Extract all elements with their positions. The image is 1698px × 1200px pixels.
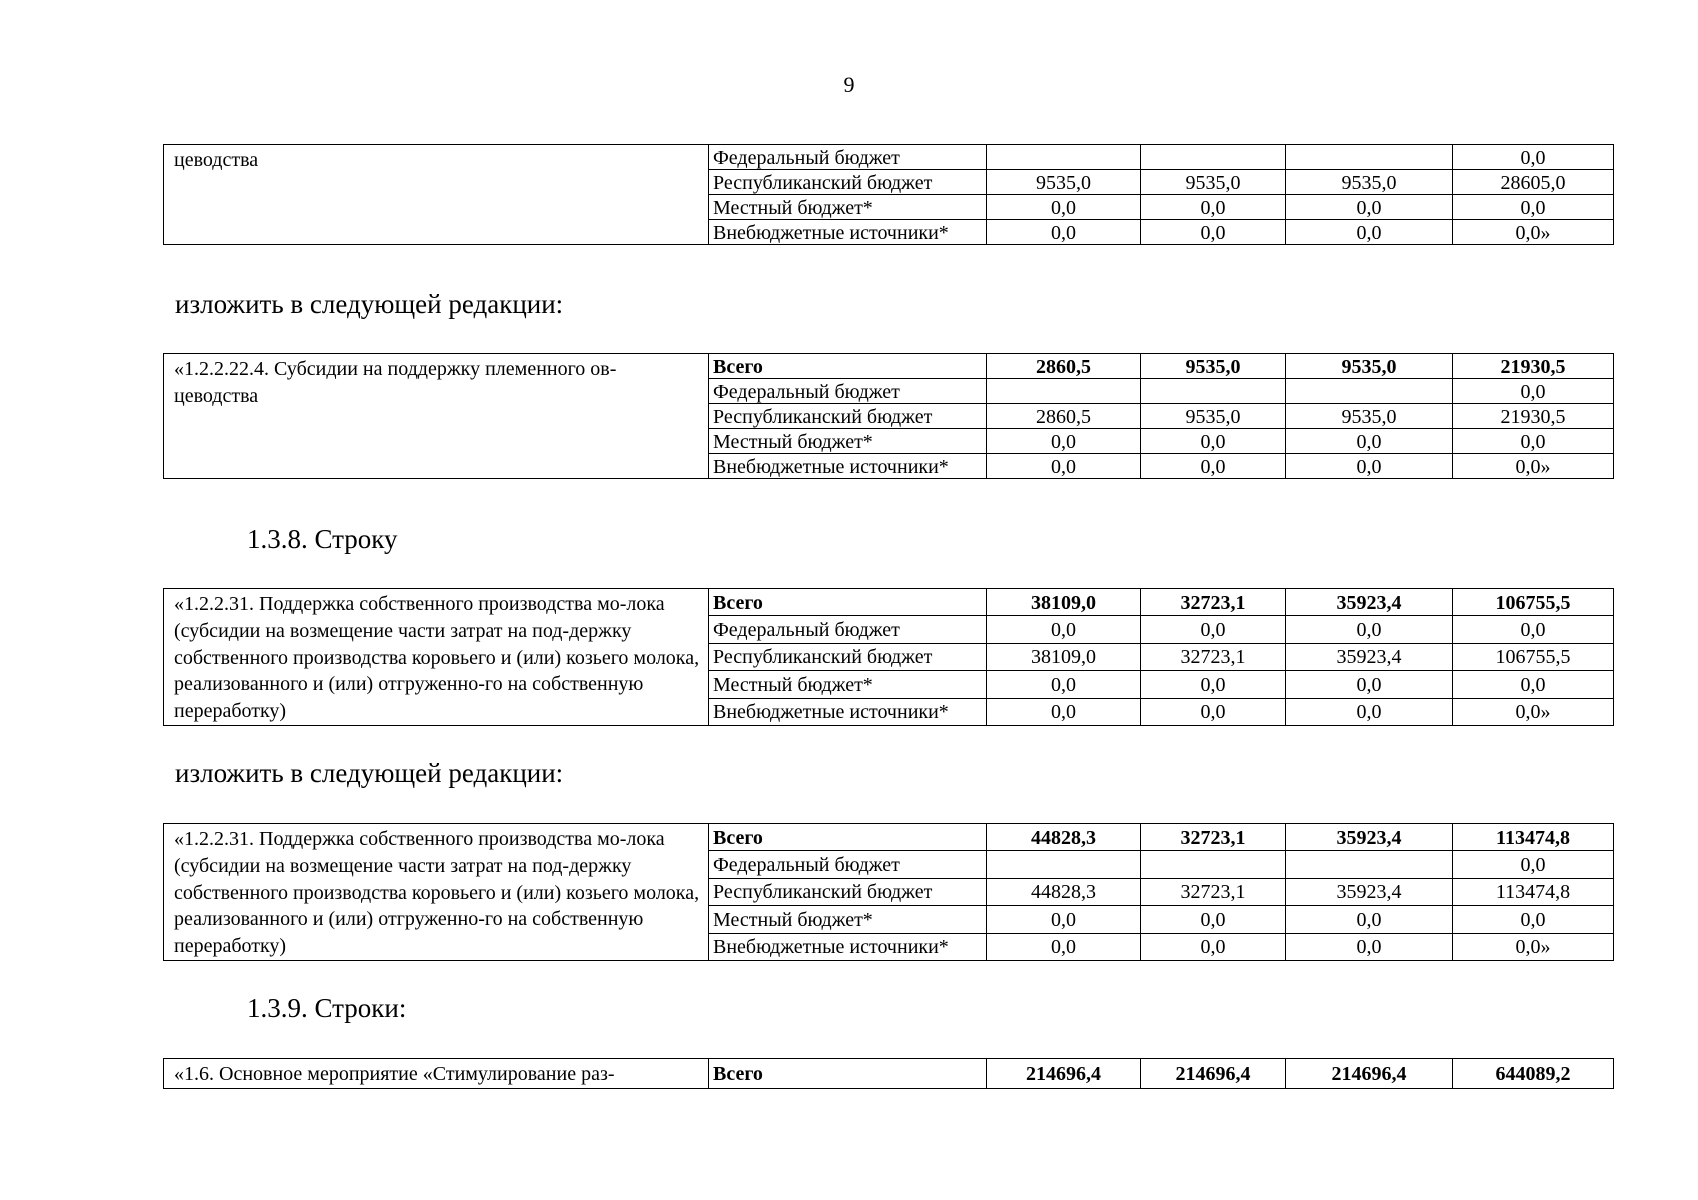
amount-cell: 0,0»: [1453, 454, 1614, 479]
funding-source-label: Местный бюджет*: [709, 671, 987, 698]
amount-cell: 44828,3: [987, 824, 1141, 851]
funding-source-label: Федеральный бюджет: [709, 616, 987, 643]
amount-cell: 9535,0: [1286, 170, 1453, 195]
amount-cell: [1286, 379, 1453, 404]
amount-cell: 2860,5: [987, 404, 1141, 429]
measure-description: «1.2.2.22.4. Субсидии на поддержку племенного ов-цеводства: [164, 354, 709, 479]
amount-cell: 0,0: [1286, 195, 1453, 220]
table-row: [164, 145, 1614, 170]
amount-cell: 9535,0: [1141, 354, 1286, 379]
paragraph-edit-note-1: изложить в следующей редакции:: [175, 289, 564, 319]
amount-cell: 9535,0: [1286, 404, 1453, 429]
paragraph-edit-note-2: изложить в следующей редакции:: [175, 758, 564, 788]
amount-cell: 0,0: [1141, 906, 1286, 933]
amount-cell: 9535,0: [987, 170, 1141, 195]
amount-cell: 0,0»: [1453, 933, 1614, 960]
funding-source-label: Федеральный бюджет: [709, 851, 987, 878]
measure-description: «1.2.2.31. Поддержка собственного производства мо-лока (субсидии на возмещение части затрат на под-держку собственного производства коровьего и (или) козьего молока, реализованного и (или) отгруженно-го на собственную переработку): [164, 824, 709, 961]
amount-cell: [987, 379, 1141, 404]
budget-table-1: [163, 144, 1614, 245]
measure-description: цеводства: [164, 145, 709, 245]
amount-cell: 113474,8: [1453, 878, 1614, 905]
amount-cell: 0,0»: [1453, 220, 1614, 245]
funding-source-label: Всего: [709, 354, 987, 379]
amount-cell: 0,0: [1453, 616, 1614, 643]
amount-cell: 0,0: [987, 429, 1141, 454]
amount-cell: 9535,0: [1286, 354, 1453, 379]
paragraph-section-1-3-8: 1.3.8. Строку: [247, 524, 398, 554]
amount-cell: 0,0: [987, 616, 1141, 643]
funding-source-label: Федеральный бюджет: [709, 145, 987, 170]
amount-cell: 0,0: [1286, 671, 1453, 698]
funding-source-label: Республиканский бюджет: [709, 643, 987, 670]
amount-cell: 38109,0: [987, 589, 1141, 616]
amount-cell: 214696,4: [987, 1059, 1141, 1089]
amount-cell: 0,0: [1286, 220, 1453, 245]
amount-cell: 0,0: [1453, 145, 1614, 170]
funding-source-label: Федеральный бюджет: [709, 379, 987, 404]
amount-cell: 0,0: [1453, 379, 1614, 404]
funding-source-label: Внебюджетные источники*: [709, 933, 987, 960]
amount-cell: 0,0: [1453, 671, 1614, 698]
amount-cell: 0,0: [1453, 429, 1614, 454]
amount-cell: 0,0: [1141, 616, 1286, 643]
amount-cell: 21930,5: [1453, 354, 1614, 379]
amount-cell: 0,0: [1141, 933, 1286, 960]
amount-cell: [1286, 851, 1453, 878]
amount-cell: 35923,4: [1286, 589, 1453, 616]
amount-cell: 214696,4: [1286, 1059, 1453, 1089]
amount-cell: 0,0: [1141, 454, 1286, 479]
amount-cell: 0,0: [1286, 616, 1453, 643]
amount-cell: 0,0: [987, 671, 1141, 698]
amount-cell: 644089,2: [1453, 1059, 1614, 1089]
amount-cell: 0,0: [1286, 906, 1453, 933]
amount-cell: [987, 851, 1141, 878]
measure-description: «1.6. Основное мероприятие «Стимулирование раз-: [164, 1059, 709, 1089]
amount-cell: 0,0: [987, 220, 1141, 245]
amount-cell: 0,0»: [1453, 698, 1614, 725]
amount-cell: 0,0: [1286, 429, 1453, 454]
amount-cell: 0,0: [1141, 220, 1286, 245]
amount-cell: [1286, 145, 1453, 170]
funding-source-label: Внебюджетные источники*: [709, 454, 987, 479]
amount-cell: 0,0: [987, 698, 1141, 725]
funding-source-label: Республиканский бюджет: [709, 170, 987, 195]
amount-cell: 35923,4: [1286, 643, 1453, 670]
amount-cell: 0,0: [1141, 698, 1286, 725]
table-row: [164, 824, 1614, 851]
funding-source-label: Всего: [709, 589, 987, 616]
amount-cell: 214696,4: [1141, 1059, 1286, 1089]
amount-cell: 9535,0: [1141, 170, 1286, 195]
amount-cell: 32723,1: [1141, 589, 1286, 616]
amount-cell: 0,0: [1286, 698, 1453, 725]
paragraph-section-1-3-9: 1.3.9. Строки:: [247, 993, 407, 1023]
amount-cell: 0,0: [1141, 195, 1286, 220]
amount-cell: 0,0: [1141, 671, 1286, 698]
amount-cell: [1141, 851, 1286, 878]
amount-cell: 113474,8: [1453, 824, 1614, 851]
amount-cell: 32723,1: [1141, 878, 1286, 905]
budget-table-3: [163, 588, 1614, 726]
table-row: [164, 589, 1614, 616]
amount-cell: 44828,3: [987, 878, 1141, 905]
amount-cell: 2860,5: [987, 354, 1141, 379]
table-row: [164, 1059, 1614, 1089]
amount-cell: 28605,0: [1453, 170, 1614, 195]
funding-source-label: Местный бюджет*: [709, 195, 987, 220]
amount-cell: 32723,1: [1141, 643, 1286, 670]
budget-table-5: [163, 1058, 1614, 1089]
funding-source-label: Республиканский бюджет: [709, 404, 987, 429]
amount-cell: 0,0: [1453, 851, 1614, 878]
amount-cell: 0,0: [987, 933, 1141, 960]
funding-source-label: Местный бюджет*: [709, 906, 987, 933]
funding-source-label: Местный бюджет*: [709, 429, 987, 454]
amount-cell: 0,0: [987, 906, 1141, 933]
table-row: [164, 354, 1614, 379]
amount-cell: [987, 145, 1141, 170]
funding-source-label: Республиканский бюджет: [709, 878, 987, 905]
amount-cell: 106755,5: [1453, 643, 1614, 670]
amount-cell: 0,0: [1141, 429, 1286, 454]
page-number: 9: [843, 72, 855, 97]
amount-cell: 0,0: [1453, 906, 1614, 933]
amount-cell: 32723,1: [1141, 824, 1286, 851]
amount-cell: 9535,0: [1141, 404, 1286, 429]
amount-cell: [1141, 379, 1286, 404]
amount-cell: 0,0: [1453, 195, 1614, 220]
amount-cell: 106755,5: [1453, 589, 1614, 616]
amount-cell: 0,0: [987, 454, 1141, 479]
funding-source-label: Всего: [709, 1059, 987, 1089]
amount-cell: [1141, 145, 1286, 170]
budget-table-4: [163, 823, 1614, 961]
funding-source-label: Внебюджетные источники*: [709, 220, 987, 245]
amount-cell: 0,0: [987, 195, 1141, 220]
amount-cell: 0,0: [1286, 454, 1453, 479]
amount-cell: 21930,5: [1453, 404, 1614, 429]
measure-description: «1.2.2.31. Поддержка собственного производства мо-лока (субсидии на возмещение части затрат на под-держку собственного производства коровьего и (или) козьего молока, реализованного и (или) отгруженно-го на собственную переработку): [164, 589, 709, 726]
amount-cell: 35923,4: [1286, 878, 1453, 905]
amount-cell: 38109,0: [987, 643, 1141, 670]
funding-source-label: Всего: [709, 824, 987, 851]
funding-source-label: Внебюджетные источники*: [709, 698, 987, 725]
amount-cell: 35923,4: [1286, 824, 1453, 851]
budget-table-2: [163, 353, 1614, 479]
amount-cell: 0,0: [1286, 933, 1453, 960]
